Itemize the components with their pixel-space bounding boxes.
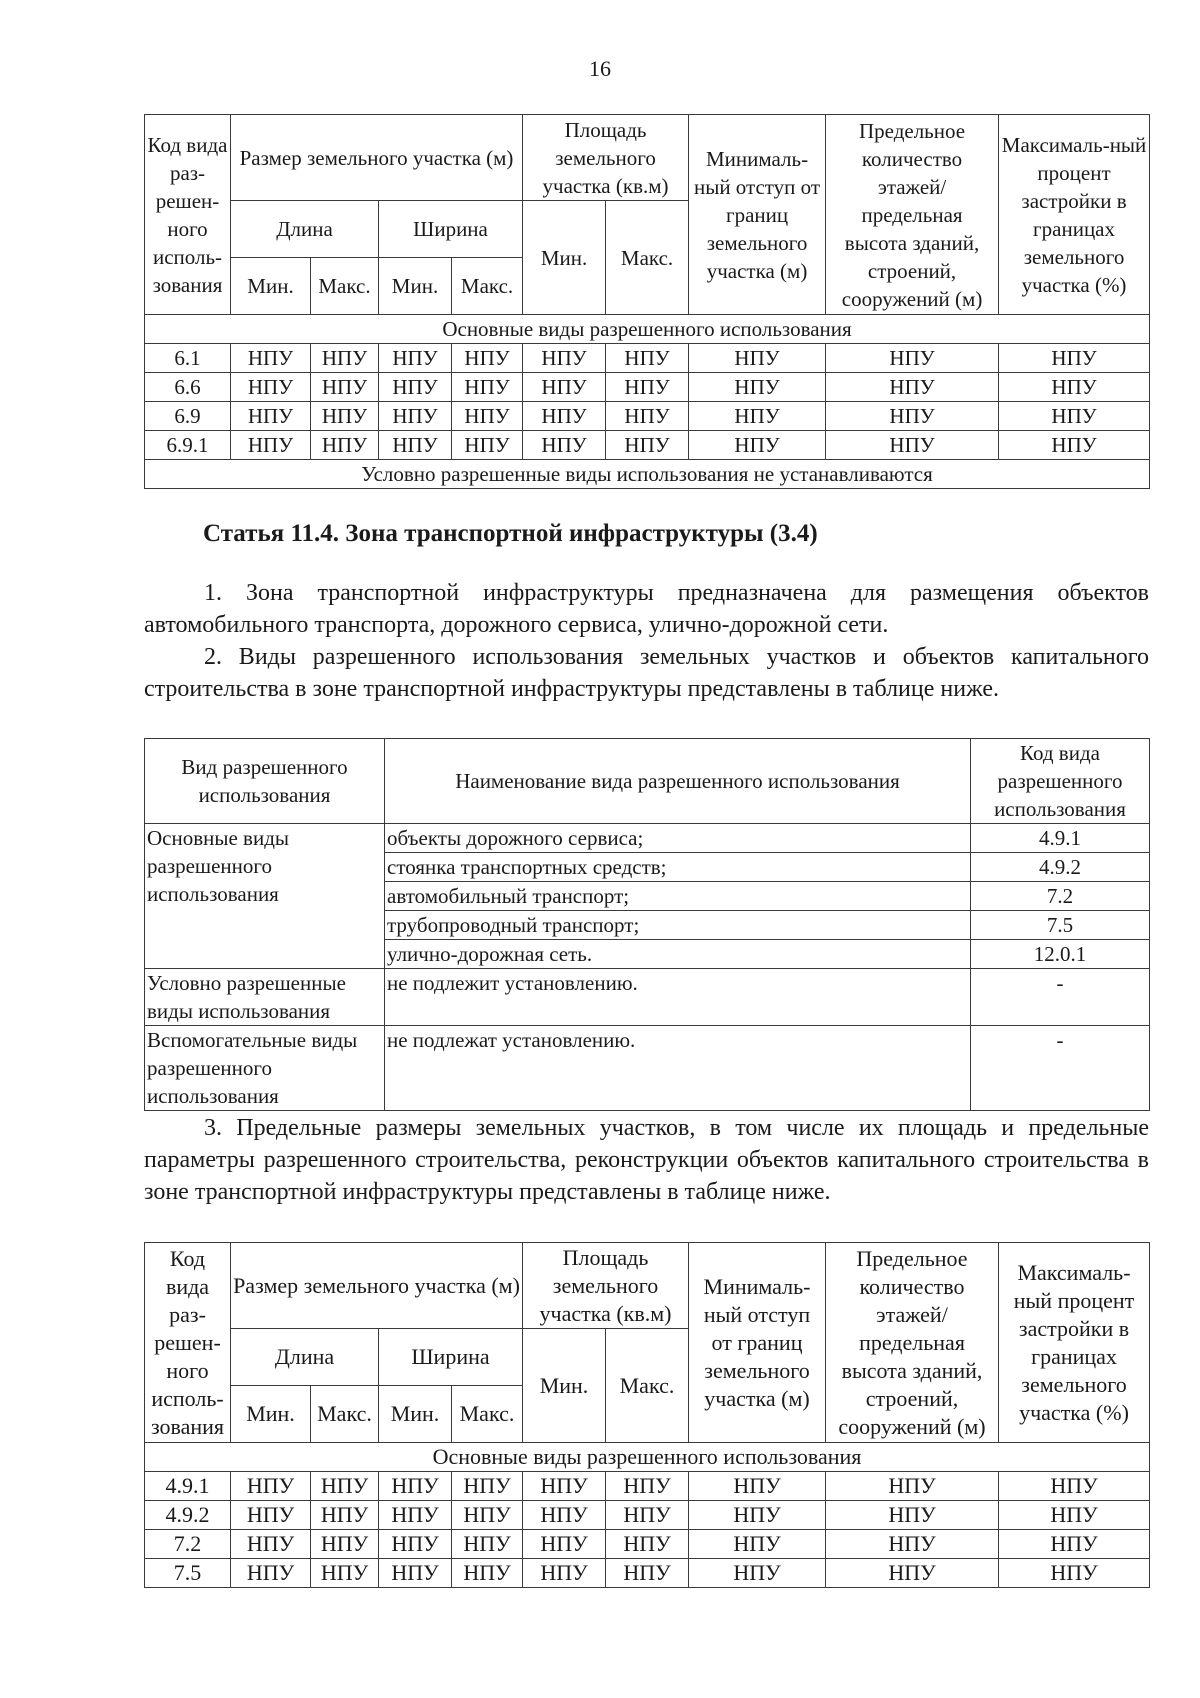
row-code: 7.2 <box>145 1530 231 1559</box>
table-row: 4.9.1 НПУ НПУ НПУ НПУ НПУ НПУ НПУ НПУ НПУ <box>145 1472 1150 1501</box>
row-code: 6.9 <box>145 402 231 431</box>
conditional-usage-code: - <box>971 969 1150 1026</box>
header-code: Код вида раз-решен-ного исполь-зования <box>145 1243 231 1443</box>
aux-usage-label: Вспомогательные виды разрешенного использования <box>145 1026 385 1111</box>
header-width: Ширина <box>379 201 523 258</box>
header-width: Ширина <box>379 1329 523 1386</box>
conditional-usage-label: Условно разрешенные виды использования <box>145 969 385 1026</box>
usage-item-code: 7.2 <box>971 882 1150 911</box>
main-usage-label: Основные виды разрешенного использования <box>145 824 385 969</box>
header-plot-size: Размер земельного участка (м) <box>231 1243 523 1329</box>
section-main: Основные виды разрешенного использования <box>145 315 1150 344</box>
aux-usage-name: не подлежат установлению. <box>385 1026 971 1111</box>
paragraph-3: 3. Предельные размеры земельных участков, в том числе их площадь и предельные параметры разрешенного строительства, реконструкции объектов капитального строительства в зоне транспортной инфраструктуры представлены в таблице ниже. <box>144 1115 1149 1205</box>
header-coverage: Максималь-ный процент застройки в границах земельного участка (%) <box>999 1243 1150 1443</box>
usage-item-name: объекты дорожного сервиса; <box>385 824 971 853</box>
header-area: Площадь земельного участка (кв.м) <box>523 115 689 201</box>
header-area-max: Макс. <box>606 201 689 315</box>
header-width-min: Мин. <box>379 258 452 315</box>
header-coverage: Максималь-ный процент застройки в границах земельного участка (%) <box>999 115 1150 315</box>
header-floors: Предельное количество этажей/ предельная высота зданий, строений, сооружений (м) <box>826 1243 999 1443</box>
header-setback: Минималь-ный отступ от границ земельного участка (м) <box>689 1243 826 1443</box>
article-heading: Статья 11.4. Зона транспортной инфраструктуры (3.4) <box>203 520 818 547</box>
row-code: 6.6 <box>145 373 231 402</box>
header-length-max: Макс. <box>311 1386 379 1443</box>
conditional-usage-name: не подлежит установлению. <box>385 969 971 1026</box>
paragraph-1: 1. Зона транспортной инфраструктуры предназначена для размещения объектов автомобильного транспорта, дорожного сервиса, улично-дорожной сети. <box>144 580 1149 638</box>
table-row: 6.6 НПУ НПУ НПУ НПУ НПУ НПУ НПУ НПУ НПУ <box>145 373 1150 402</box>
header-width-min: Мин. <box>379 1386 452 1443</box>
section-main: Основные виды разрешенного использования <box>145 1443 1150 1472</box>
usage-item-name: стоянка транспортных средств; <box>385 853 971 882</box>
header-width-max: Макс. <box>452 1386 523 1443</box>
usage-item-name: автомобильный транспорт; <box>385 882 971 911</box>
table-row: 6.9 НПУ НПУ НПУ НПУ НПУ НПУ НПУ НПУ НПУ <box>145 402 1150 431</box>
aux-usage-code: - <box>971 1026 1150 1111</box>
table-row: 6.9.1 НПУ НПУ НПУ НПУ НПУ НПУ НПУ НПУ НПУ <box>145 431 1150 460</box>
header-usage-type: Вид разрешенного использования <box>145 739 385 824</box>
usage-item-name: улично-дорожная сеть. <box>385 940 971 969</box>
header-length-min: Мин. <box>231 1386 311 1443</box>
header-length: Длина <box>231 201 379 258</box>
header-length: Длина <box>231 1329 379 1386</box>
usage-item-name: трубопроводный транспорт; <box>385 911 971 940</box>
header-usage-code: Код вида разрешенного использования <box>971 739 1150 824</box>
row-code: 4.9.1 <box>145 1472 231 1501</box>
header-plot-size: Размер земельного участка (м) <box>231 115 523 201</box>
params-table-2 <box>144 1242 1150 1588</box>
header-area-min: Мин. <box>523 201 606 315</box>
usage-types-table <box>144 738 1150 1111</box>
params-table-1 <box>144 114 1150 489</box>
page-number: 16 <box>589 56 611 81</box>
row-code: 6.9.1 <box>145 431 231 460</box>
table-row: 7.2 НПУ НПУ НПУ НПУ НПУ НПУ НПУ НПУ НПУ <box>145 1530 1150 1559</box>
header-length-max: Макс. <box>311 258 379 315</box>
header-area-max: Макс. <box>606 1329 689 1443</box>
header-floors: Предельное количество этажей/ предельная высота зданий, строений, сооружений (м) <box>826 115 999 315</box>
usage-item-code: 12.0.1 <box>971 940 1150 969</box>
header-width-max: Макс. <box>452 258 523 315</box>
row-code: 7.5 <box>145 1559 231 1588</box>
header-code: Код вида раз-решен-ного исполь-зования <box>145 115 231 315</box>
header-usage-name: Наименование вида разрешенного использования <box>385 739 971 824</box>
section-conditional-note: Условно разрешенные виды использования не устанавливаются <box>145 460 1150 489</box>
row-code: 6.1 <box>145 344 231 373</box>
table-row: 6.1 НПУ НПУ НПУ НПУ НПУ НПУ НПУ НПУ НПУ <box>145 344 1150 373</box>
table-row: 4.9.2 НПУ НПУ НПУ НПУ НПУ НПУ НПУ НПУ НПУ <box>145 1501 1150 1530</box>
row-code: 4.9.2 <box>145 1501 231 1530</box>
header-setback: Минималь-ный отступ от границ земельного участка (м) <box>689 115 826 315</box>
usage-item-code: 4.9.1 <box>971 824 1150 853</box>
header-area: Площадь земельного участка (кв.м) <box>523 1243 689 1329</box>
header-length-min: Мин. <box>231 258 311 315</box>
usage-item-code: 7.5 <box>971 911 1150 940</box>
table-row: 7.5 НПУ НПУ НПУ НПУ НПУ НПУ НПУ НПУ НПУ <box>145 1559 1150 1588</box>
paragraph-2: 2. Виды разрешенного использования земельных участков и объектов капитального строительства в зоне транспортной инфраструктуры представлены в таблице ниже. <box>144 644 1149 702</box>
usage-item-code: 4.9.2 <box>971 853 1150 882</box>
header-area-min: Мин. <box>523 1329 606 1443</box>
